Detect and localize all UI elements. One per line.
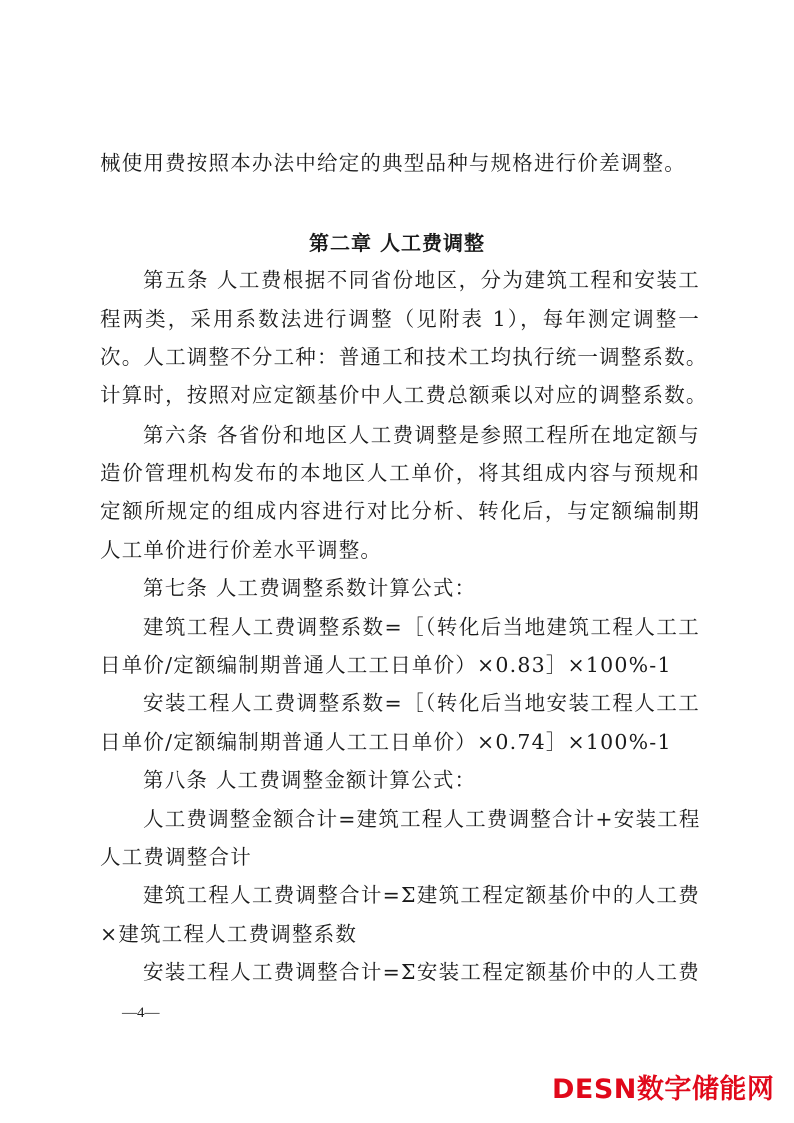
article5-line-4: 计算时，按照对应定额基价中人工费总额乘以对应的调整系数。	[100, 383, 708, 407]
article5-line-3: 次。人工调整不分工种：普通工和技术工均执行统一调整系数。	[100, 345, 708, 369]
watermark-logo: DESN数字储能网	[552, 1074, 775, 1105]
article5-line-2: 程两类，采用系数法进行调整（见附表 1），每年测定调整一	[100, 307, 700, 331]
chapter-heading: 第二章 人工费调整	[309, 231, 485, 255]
article6-line-2: 造价管理机构发布的本地区人工单价，将其组成内容与预规和	[100, 461, 700, 485]
article7-formula1-line2: 日单价/定额编制期普通人工工日单价）×0.83］×100%-1	[100, 653, 672, 677]
article7-formula1-line1: 建筑工程人工费调整系数=［（转化后当地建筑工程人工工	[143, 615, 700, 639]
article5-line-1: 第五条 人工费根据不同省份地区，分为建筑工程和安装工	[143, 268, 700, 292]
article6-line-3: 定额所规定的组成内容进行对比分析、转化后，与定额编制期	[100, 499, 700, 523]
continuation-line: 械使用费按照本办法中给定的典型品种与规格进行价差调整。	[100, 151, 686, 175]
article8-title: 第八条 人工费调整金额计算公式：	[143, 768, 477, 792]
page-number: —4—	[122, 1005, 160, 1021]
article6-line-1: 第六条 各省份和地区人工费调整是参照工程所在地定额与	[143, 423, 700, 447]
article8-formula1-line1: 人工费调整金额合计=建筑工程人工费调整合计+安装工程	[143, 807, 701, 831]
article8-formula1-line2: 人工费调整合计	[100, 845, 252, 869]
article8-formula2-line1: 建筑工程人工费调整合计=Σ建筑工程定额基价中的人工费	[143, 883, 700, 907]
article6-line-4: 人工单价进行价差水平调整。	[100, 538, 383, 562]
article7-formula2-line1: 安装工程人工费调整系数=［（转化后当地安装工程人工工	[143, 691, 700, 715]
article7-formula2-line2: 日单价/定额编制期普通人工工日单价）×0.74］×100%-1	[100, 730, 672, 754]
article7-title: 第七条 人工费调整系数计算公式：	[143, 576, 477, 600]
article8-formula2-line2: ×建筑工程人工费调整系数	[100, 922, 358, 946]
article8-formula3-line1: 安装工程人工费调整合计=Σ安装工程定额基价中的人工费	[143, 960, 700, 984]
